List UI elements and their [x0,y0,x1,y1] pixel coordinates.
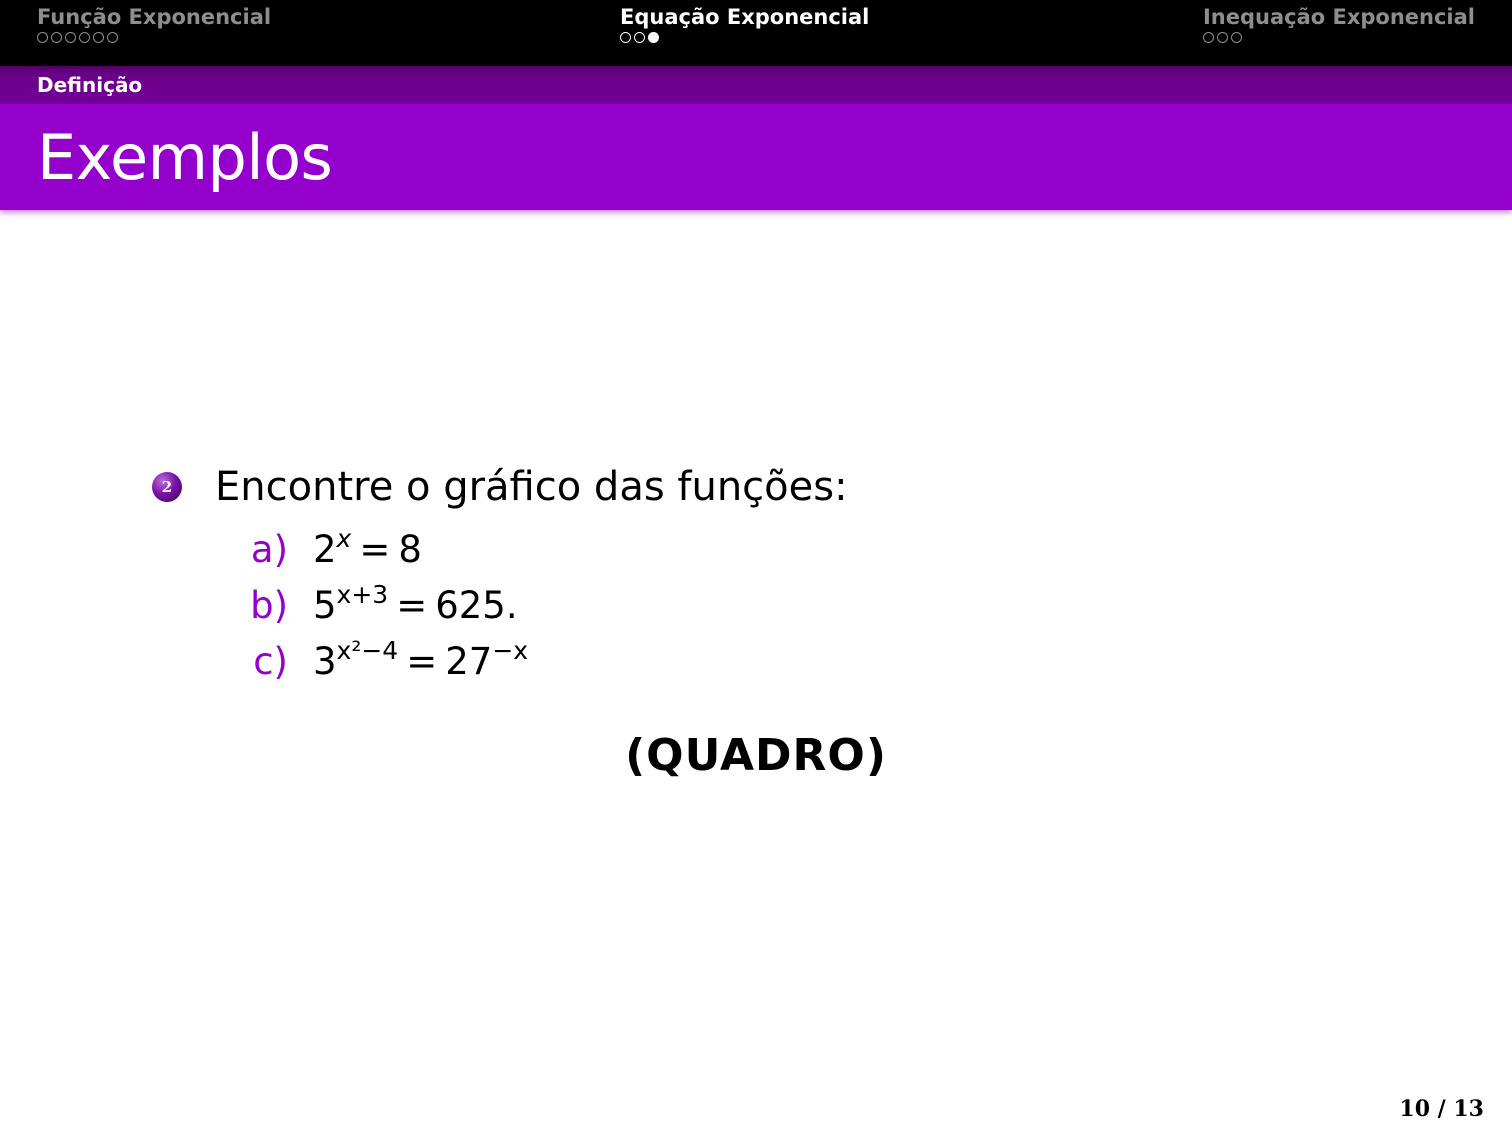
nav-frame-dots [1203,32,1475,43]
sub-item-label: a) [250,528,288,571]
nav-frame-dot-current[interactable] [648,32,659,43]
slide-content [0,210,1512,1090]
nav-frame-dot[interactable] [620,32,631,43]
nav-section-title[interactable]: Equação Exponencial [620,5,870,29]
nav-section-equacao-exponencial[interactable] [620,4,869,43]
nav-frame-dot[interactable] [1231,32,1242,43]
nav-frame-dot[interactable] [107,32,118,43]
nav-frame-dots [620,32,869,43]
equals-sign: = [396,584,428,627]
frame-title: Exemplos [37,121,333,194]
sub-item-a [248,524,528,584]
equals-sign: = [406,640,438,683]
equation-rhs: 625. [435,584,518,627]
nav-frame-dot[interactable] [79,32,90,43]
subsection-bar [0,66,1512,104]
equation-exponent: x [336,524,352,553]
navigation-bar [0,0,1512,66]
equation [313,580,518,627]
nav-section-inequacao-exponencial[interactable] [1203,4,1475,43]
equation-exponent: x+3 [336,580,389,609]
equation-exponent: x²−4 [336,636,399,665]
nav-frame-dot[interactable] [93,32,104,43]
nav-frame-dot[interactable] [634,32,645,43]
sub-item-b [248,580,528,640]
equation [313,524,422,571]
equation [313,636,529,683]
page-number: 10 / 13 [1399,1096,1484,1122]
nav-section-title[interactable]: Função Exponencial [37,5,272,29]
equation-base: 5 [313,584,337,627]
sub-item-c [248,636,529,696]
nav-section-title[interactable]: Inequação Exponencial [1202,5,1475,29]
equation-base: 3 [313,640,337,683]
subsection-label[interactable]: Definição [37,73,143,97]
sub-item-list [248,524,529,696]
equals-sign: = [359,528,391,571]
equation-rhs-base: 27 [445,640,493,683]
equation-rhs: 8 [398,528,422,571]
nav-frame-dot[interactable] [51,32,62,43]
sub-item-label: b) [250,584,288,627]
equation-rhs-exponent: −x [492,636,529,665]
item-number-ball: 2 [152,472,182,502]
frame-title-bar [0,104,1512,210]
nav-frame-dot[interactable] [37,32,48,43]
equation-base: 2 [313,528,337,571]
nav-frame-dots [37,32,271,43]
item-text: Encontre o gráfico das funções: [215,464,848,510]
nav-frame-dot[interactable] [1203,32,1214,43]
nav-frame-dot[interactable] [65,32,76,43]
nav-frame-dot[interactable] [1217,32,1228,43]
sub-item-label: c) [253,640,288,683]
enumerated-item [152,462,848,512]
nav-section-funcao-exponencial[interactable] [37,4,271,43]
board-note: (QUADRO) [625,730,887,781]
